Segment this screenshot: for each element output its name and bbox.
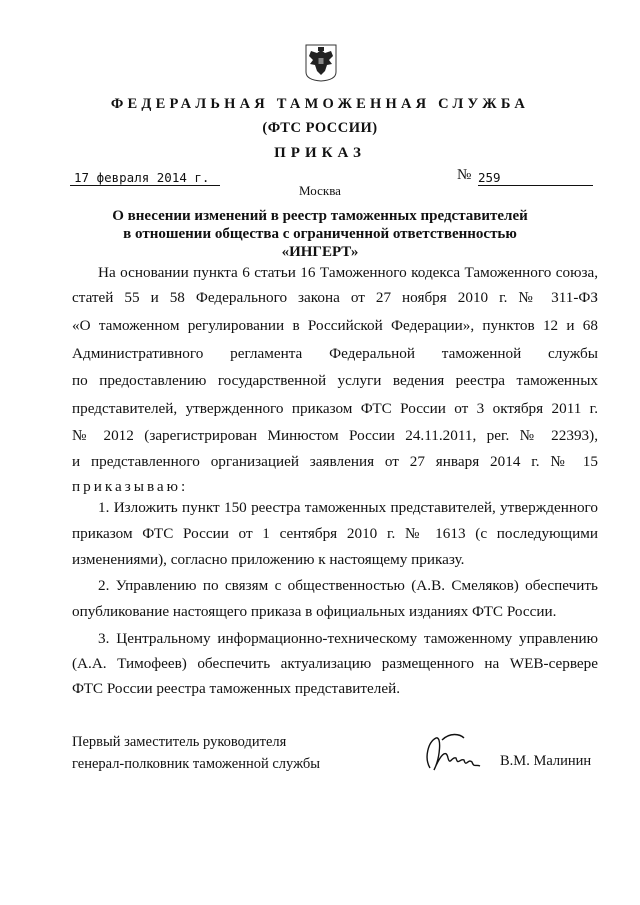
- order-date-text: 17 февраля 2014 г.: [74, 170, 210, 185]
- item-1-line: приказом ФТС России от 1 сентября 2010 г. № 1613 (с последующими: [72, 525, 598, 542]
- preamble-line: № 2012 (зарегистрирован Минюстом России 24.11.2011, рег. № 22393),: [72, 427, 598, 444]
- agency-name: ФЕДЕРАЛЬНАЯ ТАМОЖЕННАЯ СЛУЖБА: [110, 96, 530, 112]
- document-type: ПРИКАЗ: [274, 145, 366, 161]
- title-line-3: «ИНГЕРТ»: [281, 244, 359, 260]
- item-3-line: (А.А. Тимофеев) обеспечить актуализацию размещенного на WEB-сервере: [72, 655, 598, 672]
- preamble-line: и представленного организацией заявления от 27 января 2014 г. № 15: [72, 453, 598, 470]
- title-line-2: в отношении общества с ограниченной ответственностью: [123, 226, 517, 242]
- preamble-line: «О таможенном регулировании в Российской Федерации», пунктов 12 и 68: [72, 317, 598, 334]
- preamble-line: Административного регламента Федеральной таможенной службы: [72, 345, 598, 362]
- preamble-line: статей 55 и 58 Федерального закона от 27 ноября 2010 г. № 311-ФЗ: [72, 289, 598, 306]
- item-3-line: ФТС России реестра таможенных представителей.: [72, 680, 401, 697]
- order-number: 259: [478, 170, 593, 186]
- signatory-name: В.М. Малинин: [500, 753, 592, 769]
- city: Москва: [299, 183, 341, 198]
- item-1-line: изменениями), согласно приложению к настоящему приказу.: [72, 551, 465, 568]
- preamble-line: На основании пункта 6 статьи 16 Таможенного кодекса Таможенного союза,: [98, 264, 598, 281]
- handwritten-signature: [420, 728, 490, 789]
- item-2-line: 2. Управлению по связям с общественностью (А.В. Смеляков) обеспечить: [98, 577, 598, 594]
- order-number-sign: №: [457, 167, 472, 183]
- signatory-position-line-1: Первый заместитель руководителя: [72, 734, 287, 750]
- item-1-line: 1. Изложить пункт 150 реестра таможенных представителей, утвержденного: [98, 499, 598, 516]
- preamble-line: представителей, утвержденного приказом ФТС России от 3 октября 2011 г.: [72, 400, 598, 417]
- order-word: приказываю:: [72, 478, 189, 495]
- item-2-line: опубликование настоящего приказа в официальных изданиях ФТС России.: [72, 603, 557, 620]
- preamble-line: по предоставлению государственной услуги ведения реестра таможенных: [72, 372, 598, 389]
- coat-of-arms-emblem: [305, 44, 337, 87]
- signatory-position-line-2: генерал-полковник таможенной службы: [72, 756, 321, 772]
- title-line-1: О внесении изменений в реестр таможенных представителей: [112, 208, 528, 224]
- item-3-line: 3. Центральному информационно-техническому таможенному управлению: [98, 630, 598, 647]
- agency-short-name: (ФТС РОССИИ): [262, 120, 378, 136]
